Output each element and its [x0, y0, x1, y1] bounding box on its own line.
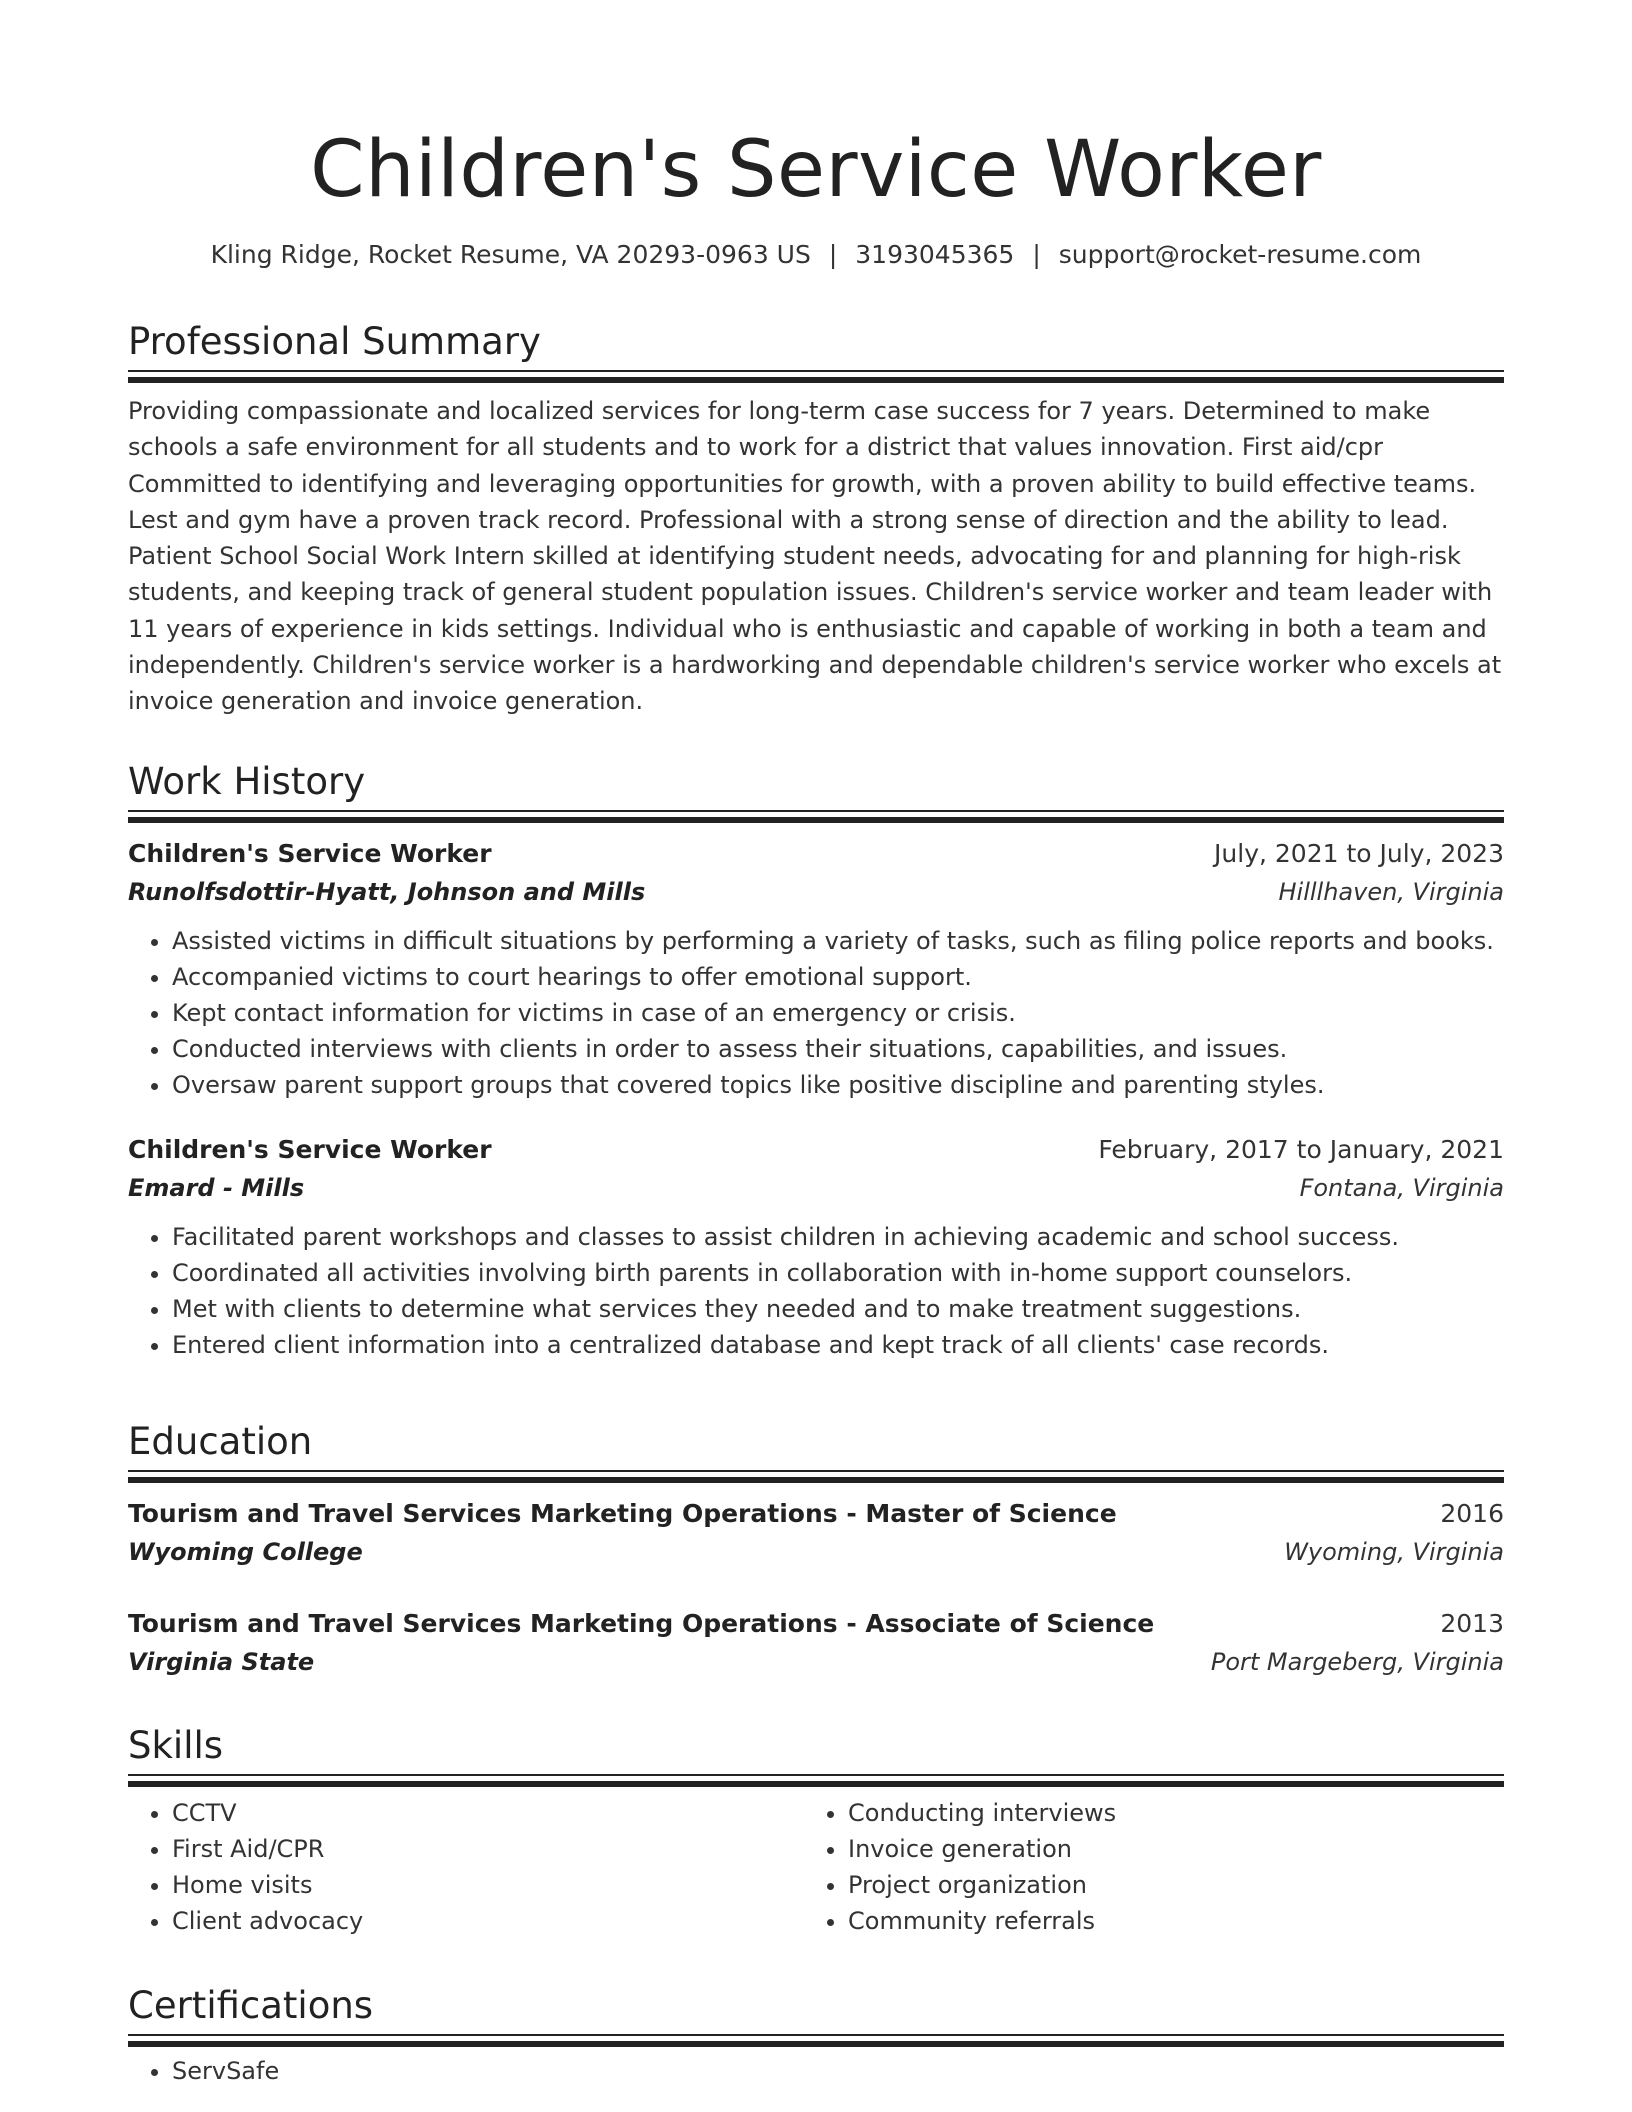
skills-column-right	[804, 1795, 1480, 1939]
education-section	[128, 1418, 1504, 1681]
job-bullet: • Assisted victims in difficult situations by performing a variety of tasks, such as filing police reports and books.	[172, 923, 1504, 959]
certification-item: • ServSafe	[172, 2053, 1504, 2089]
skills-column-left	[128, 1795, 804, 1939]
skill-item: • First Aid/CPR	[172, 1831, 804, 1867]
job-bullets	[128, 1219, 1504, 1363]
degree-year: 2016	[1440, 1499, 1504, 1528]
skills-section	[128, 1722, 1504, 1939]
skill-item: • Community referrals	[848, 1903, 1480, 1939]
job-company: Runolfsdottir-Hyatt, Johnson and Mills	[128, 878, 646, 906]
skill-item: • Home visits	[172, 1867, 804, 1903]
job-company: Emard - Mills	[128, 1174, 305, 1202]
section-divider	[128, 810, 1504, 825]
skill-item: • Invoice generation	[848, 1831, 1480, 1867]
contact-address: Kling Ridge, Rocket Resume, VA 20293-0963 US	[210, 240, 811, 269]
skill-item: • Project organization	[848, 1867, 1480, 1903]
degree-title: Tourism and Travel Services Marketing Operations - Master of Science	[128, 1499, 1117, 1528]
skill-item: • Client advocacy	[172, 1903, 804, 1939]
job-bullet: • Kept contact information for victims in case of an emergency or crisis.	[172, 995, 1504, 1031]
work-history-section	[128, 758, 1504, 1363]
job-entry	[128, 835, 1504, 1103]
degree-title: Tourism and Travel Services Marketing Operations - Associate of Science	[128, 1609, 1155, 1638]
school-location: Wyoming, Virginia	[1284, 1538, 1504, 1566]
job-bullet: • Accompanied victims to court hearings to offer emotional support.	[172, 959, 1504, 995]
education-entry	[128, 1605, 1504, 1681]
contact-phone: 3193045365	[855, 240, 1015, 269]
job-bullet: • Coordinated all activities involving birth parents in collaboration with in-home support counselors.	[172, 1255, 1504, 1291]
contact-separator: |	[828, 240, 838, 269]
certifications-heading: Certifications	[128, 1984, 374, 2027]
contact-separator: |	[1032, 240, 1041, 269]
job-bullets	[128, 923, 1504, 1103]
job-title: Children's Service Worker	[128, 1135, 492, 1164]
skill-item: • Conducting interviews	[848, 1795, 1480, 1831]
contact-line	[128, 238, 1504, 272]
school-name: Wyoming College	[128, 1538, 363, 1566]
skills-heading: Skills	[128, 1724, 224, 1767]
job-bullet: • Conducted interviews with clients in order to assess their situations, capabilities, and issues.	[172, 1031, 1504, 1067]
certifications-list	[128, 2053, 1504, 2089]
section-divider	[128, 2034, 1504, 2049]
certifications-section	[128, 1982, 1504, 2089]
skill-item: • CCTV	[172, 1795, 804, 1831]
job-bullet: • Entered client information into a centralized database and kept track of all clients' case records.	[172, 1327, 1504, 1363]
job-bullet: • Oversaw parent support groups that covered topics like positive discipline and parenting styles.	[172, 1067, 1504, 1103]
job-location: Fontana, Virginia	[1299, 1174, 1504, 1202]
school-name: Virginia State	[128, 1648, 315, 1676]
school-location: Port Margeberg, Virginia	[1210, 1648, 1504, 1676]
education-heading: Education	[128, 1420, 313, 1463]
summary-text: Providing compassionate and localized services for long-term case success for 7 years. Determined to make schools a safe environment for all students and to work for a district that values innovation. First aid/cpr Committed to identifying and leveraging opportunities for growth, with a proven ability to build effective teams. Lest and gym have a proven track record. Professional with a strong sense of direction and the ability to lead. Patient School Social Work Intern skilled at identifying student needs, advocating for and planning for high-risk students, and keeping track of general student population issues. Children's service worker and team leader with 11 years of experience in kids settings. Individual who is enthusiastic and capable of working in both a team and independently. Children's service worker is a hardworking and dependable children's service worker who excels at invoice generation and invoice generation.	[128, 397, 1502, 716]
degree-year: 2013	[1440, 1609, 1504, 1638]
section-divider	[128, 1470, 1504, 1485]
job-dates: July, 2021 to July, 2023	[1214, 839, 1504, 868]
candidate-name: Children's Service Worker	[310, 125, 1322, 215]
summary-heading: Professional Summary	[128, 320, 541, 363]
section-divider	[128, 1774, 1504, 1789]
education-entry	[128, 1495, 1504, 1571]
job-location: Hilllhaven, Virginia	[1278, 878, 1504, 906]
job-title: Children's Service Worker	[128, 839, 492, 868]
summary-section	[128, 318, 1504, 720]
job-bullet: • Facilitated parent workshops and classes to assist children in achieving academic and school success.	[172, 1219, 1504, 1255]
contact-email[interactable]: support@rocket-resume.com	[1058, 240, 1422, 269]
section-divider	[128, 370, 1504, 385]
skills-grid	[128, 1795, 1504, 1939]
job-bullet: • Met with clients to determine what services they needed and to make treatment suggestions.	[172, 1291, 1504, 1327]
work-history-heading: Work History	[128, 760, 366, 803]
job-entry	[128, 1131, 1504, 1363]
job-dates: February, 2017 to January, 2021	[1098, 1135, 1504, 1164]
